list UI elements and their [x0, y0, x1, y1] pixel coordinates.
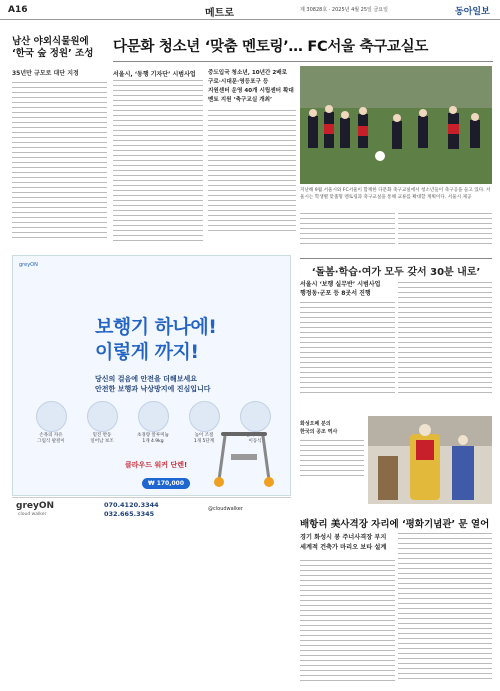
exhibit-headline: 배항리 美사격장 자리에 ‘평화기념관’ 문 열어 — [300, 519, 490, 530]
mid-col2-subhead4: 멘토 지원 ‘축구교실 개최’ — [208, 97, 273, 103]
ad-headline-line2: 이렇게 까지! — [95, 341, 199, 363]
ad-subcopy-line1: 당신의 걸음에 안전을 더해보세요 — [95, 375, 197, 383]
ad-brand-logo: greyON — [16, 501, 55, 511]
ad-brand-sub: cloud walker — [18, 512, 47, 517]
walker-image — [209, 424, 279, 490]
feature-detail: 1개 4.9kg — [142, 439, 164, 444]
masthead — [0, 0, 500, 20]
mid-article-col1 — [113, 69, 203, 78]
feature-title: 밑진 반동 — [92, 433, 112, 438]
ad-phone2[interactable]: 032.665.3345 — [104, 510, 155, 518]
left-article-kicker: 35년만 규모로 대단 지정 — [12, 70, 79, 77]
feature-detail: 이동식 — [248, 439, 262, 444]
exhibit-side-body — [300, 420, 364, 480]
section-name: 메트로 — [205, 8, 234, 19]
feature-title: 높이 조절 — [194, 433, 214, 438]
photo-caption-text: 지난해 9월 서울시와 FC서울이 함께한 다문화 축구교실에서 청소년들이 축구공을 들고 있다. 서울시는 학생별 맞춤형 멘토링과 축구교실을 통해 교류를 확대할 계획이다. — [300, 188, 491, 200]
mid-col2-subhead3: 지원센터 운영 40개 시립센터 확대 — [208, 88, 294, 94]
exhibit-subhead — [300, 533, 395, 553]
right-subhead-line1: 서울시 ‘보행 실무반’ 시범사업 — [300, 281, 381, 288]
left-article-body — [12, 82, 107, 242]
frame-icon — [138, 401, 169, 432]
exhibit-body-b — [398, 533, 492, 683]
ad-headline-line1: 보행기 하나에! — [95, 316, 217, 338]
feature-detail: 그립식 팔걸이 — [37, 439, 65, 444]
feature-title: 초경량 알루미늄 — [137, 433, 169, 438]
mid-article-col2 — [208, 69, 296, 105]
photo-credit: 서울시 제공 — [447, 195, 472, 200]
right-col-b-body — [398, 213, 492, 248]
ad-feature — [129, 401, 177, 444]
feature-detail: 일어남 보조 — [90, 439, 114, 444]
right-lower-body-a — [300, 302, 395, 397]
mid-col2-body — [208, 110, 296, 235]
grip-icon — [36, 401, 67, 432]
left-article-title-line2: ‘한국 숲 정원’ 조성 — [12, 48, 94, 59]
top-banner-headline: 다문화 청소년 ‘맞춤 멘토링’… FC서울 축구교실도 — [113, 39, 429, 55]
right-lower-subhead — [300, 280, 395, 298]
exhibit-sub-line2: 세계적 건축가 마리오 보타 설계 — [300, 544, 387, 551]
page-number: A16 — [8, 5, 28, 15]
newspaper-logo: 동아일보 — [455, 7, 490, 17]
ad-logo-small: greyON — [19, 262, 38, 268]
left-article — [12, 36, 107, 77]
exhibit-sub-line1: 경기 화성시 봉 주너사격장 부지 — [300, 534, 387, 541]
left-article-title-line1: 남산 야외식물원에 — [12, 36, 89, 47]
support-icon — [87, 401, 118, 432]
exhibit-side-caption2: 한국의 공조 역사 — [300, 429, 338, 435]
exhibit-side-caption1: 화성오페 분의 — [300, 421, 331, 427]
ad-price-label: 클라우드 워커 단렌! — [125, 461, 188, 469]
right-subhead-line2: 행정동·군포 등 8곳서 진행 — [300, 290, 371, 297]
feature-detail: 1개 5단계 — [193, 439, 215, 444]
mid-col1-body — [113, 80, 203, 245]
ad-feature — [78, 401, 126, 444]
ad-footer — [12, 497, 291, 521]
feature-title: 손목의 자유 — [39, 433, 63, 438]
ad-phone1[interactable]: 070.4120.3344 — [104, 501, 159, 509]
walker-advertisement — [12, 255, 291, 496]
section-header: ‘돌봄·학습·여가 모두 갖서 30분 내로’ — [300, 258, 492, 278]
exhibit-photo — [368, 416, 492, 504]
ad-mall-label[interactable]: @cloudwalker — [208, 506, 243, 512]
ad-subcopy-line2: 안전한 보행과 낙상방지에 진심입니다 — [95, 385, 211, 393]
headline-rule — [113, 61, 493, 62]
ad-feature — [27, 401, 75, 444]
exhibit-body-a — [300, 560, 395, 685]
photo-caption — [300, 187, 492, 201]
ad-price: ₩ 170,000 — [142, 478, 190, 489]
right-lower-body-b — [398, 282, 492, 397]
mid-col1-subhead: 서울시, ‘동행 기자단’ 시범사업 — [113, 71, 196, 78]
mid-col2-subhead2: 구로·시대문·영등포구 등 — [208, 79, 269, 85]
issue-info: 제 30828호 · 2025년 4월 25일 금요일 — [300, 7, 388, 13]
right-col-a-body — [300, 213, 395, 248]
mid-col2-subhead1: 중도입국 청소년, 10년간 2배로 — [208, 70, 288, 76]
soccer-photo — [300, 66, 492, 184]
